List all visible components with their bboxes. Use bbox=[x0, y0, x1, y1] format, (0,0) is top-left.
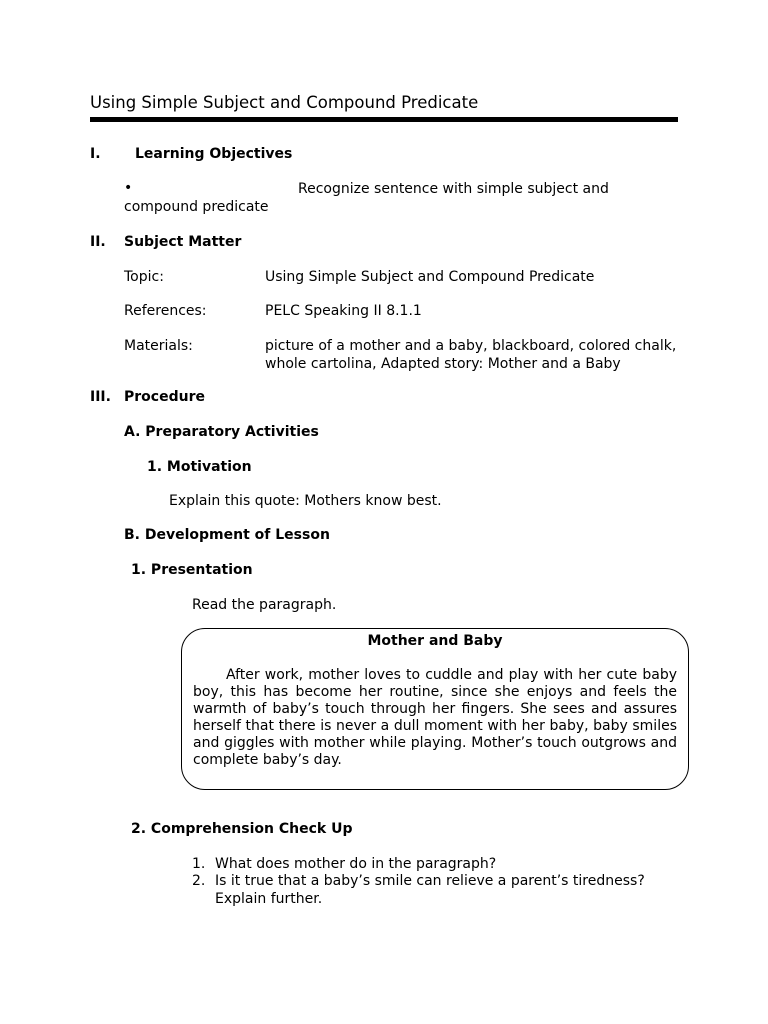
objective-text-line2: compound predicate bbox=[124, 199, 269, 215]
topic-label: Topic: bbox=[124, 269, 164, 285]
subheading-presentation: 1. Presentation bbox=[131, 562, 253, 578]
question-1-text: What does mother do in the paragraph? bbox=[215, 856, 497, 872]
title-rule bbox=[90, 117, 678, 122]
section-numeral-subject-matter: II. bbox=[90, 234, 106, 250]
presentation-text: Read the paragraph. bbox=[192, 597, 337, 613]
objective-text-line1: Recognize sentence with simple subject and bbox=[298, 181, 609, 197]
question-1-number: 1. bbox=[192, 856, 206, 872]
story-paragraph: After work, mother loves to cuddle and play with her cute baby boy, this has become her routine, since she enjoys and feels the warmth of baby’s touch through her fingers. She sees and assures herself that there is never a dull moment with her baby, baby smiles and giggles with mother while playing. Mother’s touch outgrows and complete baby’s day. bbox=[193, 667, 677, 768]
subheading-motivation: 1. Motivation bbox=[147, 459, 252, 475]
story-title: Mother and Baby bbox=[367, 633, 503, 649]
references-label: References: bbox=[124, 303, 207, 319]
motivation-text: Explain this quote: Mothers know best. bbox=[169, 493, 442, 509]
materials-value-line1: picture of a mother and a baby, blackboard, colored chalk, bbox=[265, 338, 677, 354]
section-heading-subject-matter: Subject Matter bbox=[124, 234, 242, 250]
question-2-text-line1: Is it true that a baby’s smile can relieve a parent’s tiredness? bbox=[215, 873, 645, 889]
section-heading-procedure: Procedure bbox=[124, 389, 205, 405]
section-numeral-objectives: I. bbox=[90, 146, 101, 162]
subheading-development-of-lesson: B. Development of Lesson bbox=[124, 527, 330, 543]
story-box bbox=[181, 628, 689, 790]
question-2-number: 2. bbox=[192, 873, 206, 889]
question-2-text-line2: Explain further. bbox=[215, 891, 323, 907]
section-heading-objectives: Learning Objectives bbox=[135, 146, 293, 162]
materials-value-line2: whole cartolina, Adapted story: Mother and a Baby bbox=[265, 356, 621, 372]
subheading-comprehension-check-up: 2. Comprehension Check Up bbox=[131, 821, 353, 837]
topic-value: Using Simple Subject and Compound Predicate bbox=[265, 269, 595, 285]
references-value: PELC Speaking II 8.1.1 bbox=[265, 303, 422, 319]
bullet-icon: • bbox=[124, 180, 133, 196]
subheading-preparatory-activities: A. Preparatory Activities bbox=[124, 424, 319, 440]
page-title: Using Simple Subject and Compound Predicate bbox=[90, 93, 479, 112]
section-numeral-procedure: III. bbox=[90, 389, 111, 405]
materials-label: Materials: bbox=[124, 338, 193, 354]
